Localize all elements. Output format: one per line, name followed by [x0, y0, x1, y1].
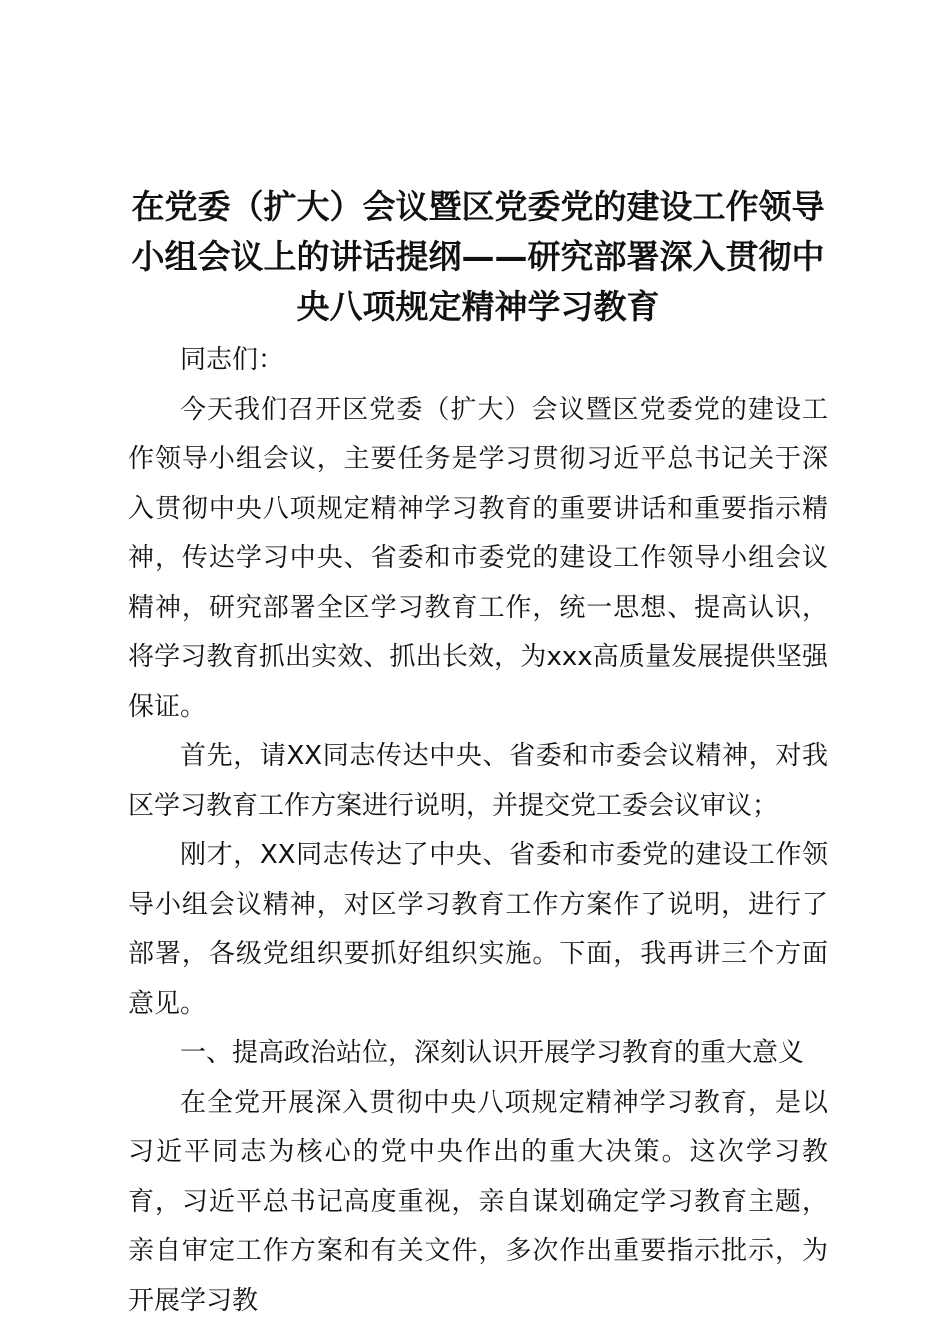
section-heading-one: 一、提高政治站位，深刻认识开展学习教育的重大意义: [180, 1038, 805, 1068]
paragraph-first: 首先，请XX同志传达中央、省委和市委会议精神，对我区学习教育工作方案进行说明，并提交党工委会议审议；: [128, 741, 828, 821]
document-page: [128, 182, 828, 1326]
document-body: [128, 336, 828, 1326]
document-title: 在党委（扩大）会议暨区党委党的建设工作领导小组会议上的讲话提纲——研究部署深入贯彻中央八项规定精神学习教育: [131, 187, 825, 326]
salutation: 同志们：: [180, 345, 285, 375]
section-one-paragraph: 在全党开展深入贯彻中央八项规定精神学习教育，是以习近平同志为核心的党中央作出的重大决策。这次学习教育，习近平总书记高度重视，亲自谋划确定学习教育主题，亲自审定工作方案和有关文件，多次作出重要指示批示，为开展学习教: [128, 1087, 828, 1316]
paragraph-just-now: 刚才，XX同志传达了中央、省委和市委党的建设工作领导小组会议精神，对区学习教育工作方案作了说明，进行了部署，各级党组织要抓好组织实施。下面，我再讲三个方面意见。: [128, 840, 828, 1019]
paragraph-intro: 今天我们召开区党委（扩大）会议暨区党委党的建设工作领导小组会议，主要任务是学习贯彻习近平总书记关于深入贯彻中央八项规定精神学习教育的重要讲话和重要指示精神，传达学习中央、省委和市委党的建设工作领导小组会议精神，研究部署全区学习教育工作，统一思想、提高认识，将学习教育抓出实效、抓出长效，为xxx高质量发展提供坚强保证。: [128, 394, 828, 722]
